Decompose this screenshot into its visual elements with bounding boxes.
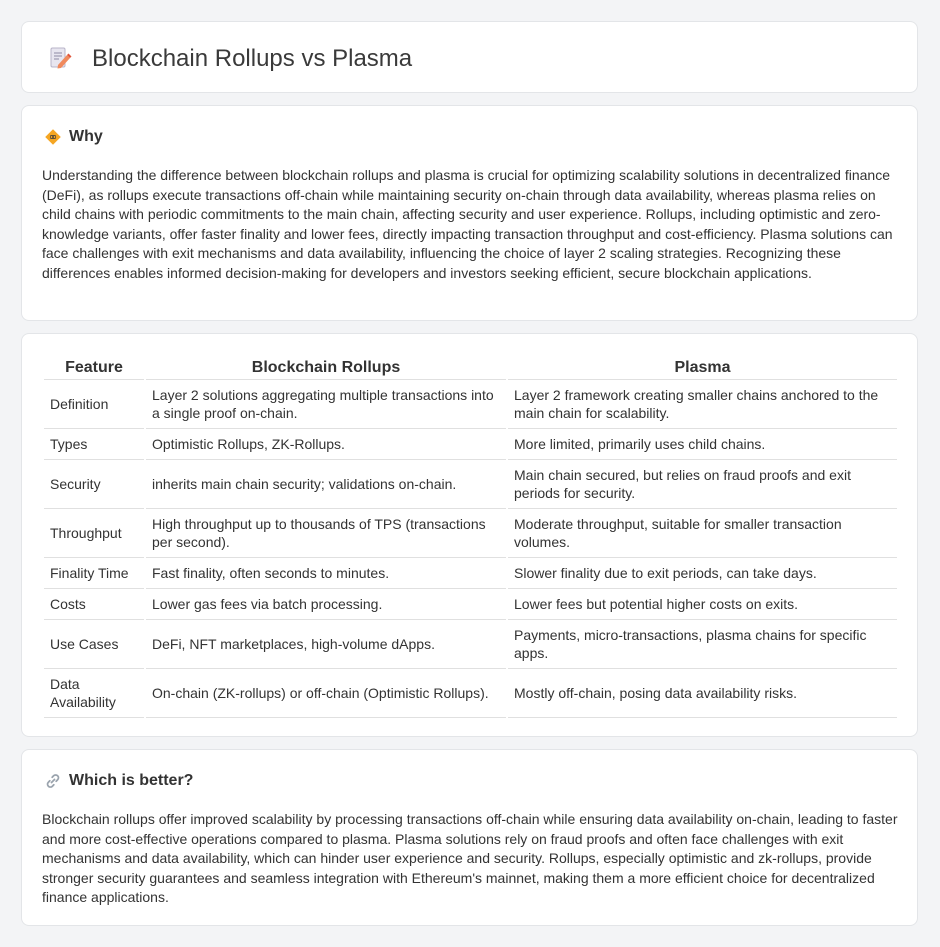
page-title: Blockchain Rollups vs Plasma <box>92 45 413 72</box>
rollups-cell: High throughput up to thousands of TPS (transactions per second). <box>146 509 506 558</box>
header-rollups: Blockchain Rollups <box>146 354 506 380</box>
comparison-table <box>42 354 899 718</box>
table-row <box>44 380 897 429</box>
why-section <box>21 105 918 321</box>
document-pen-icon <box>48 46 72 70</box>
table-row <box>44 620 897 669</box>
table-row <box>44 460 897 509</box>
feature-cell: Definition <box>44 380 144 429</box>
feature-cell: Throughput <box>44 509 144 558</box>
rollups-cell: DeFi, NFT marketplaces, high-volume dApps. <box>146 620 506 669</box>
header-plasma: Plasma <box>508 354 897 380</box>
why-paragraph: Understanding the difference between blockchain rollups and plasma is crucial for optimizing scalability solutions in decentralized finance (DeFi), as rollups execute transactions off-chain while maintaining security on-chain through data availability, whereas plasma relies on child chains with periodic commitments to the main chain, affecting security and user experience. Rollups, including optimistic and zero-knowledge variants, offer faster finality and lower fees, directly impacting transaction throughput and cost-efficiency. Plasma solutions can face challenges with exit mechanisms and data availability, influencing the choice of layer 2 scaling strategies. Recognizing these differences enables informed decision-making for developers and investors seeking efficient, secure blockchain applications. <box>42 167 893 281</box>
feature-cell: Costs <box>44 589 144 620</box>
table-row <box>44 589 897 620</box>
table-row <box>44 509 897 558</box>
feature-cell: Types <box>44 429 144 460</box>
plasma-cell: Moderate throughput, suitable for smaller transaction volumes. <box>508 509 897 558</box>
rollups-cell: Layer 2 solutions aggregating multiple transactions into a single proof on-chain. <box>146 380 506 429</box>
plasma-cell: Mostly off-chain, posing data availability risks. <box>508 669 897 718</box>
plasma-cell: Slower finality due to exit periods, can take days. <box>508 558 897 589</box>
which-is-better-section <box>21 749 918 926</box>
rollups-cell: Lower gas fees via batch processing. <box>146 589 506 620</box>
better-header <box>44 772 193 790</box>
better-heading: Which is better? <box>69 772 194 789</box>
rollups-cell: Fast finality, often seconds to minutes. <box>146 558 506 589</box>
table-row <box>44 669 897 718</box>
feature-cell: Use Cases <box>44 620 144 669</box>
better-paragraph: Blockchain rollups offer improved scalability by processing transactions off-chain while ensuring data availability on-chain, leading to faster and more cost-effective operations compared to plasma. Plasma solutions rely on fraud proofs and often face challenges with exit mechanisms and data availability, which can hinder user experience and security. Rollups, especially optimistic and zk-rollups, provide stronger security guarantees and seamless integration with Ethereum's mainnet, making them a more efficient choice for decentralized finance applications. <box>42 811 898 905</box>
feature-cell: Security <box>44 460 144 509</box>
plasma-cell: Main chain secured, but relies on fraud proofs and exit periods for security. <box>508 460 897 509</box>
plasma-cell: Layer 2 framework creating smaller chains anchored to the main chain for scalability. <box>508 380 897 429</box>
feature-cell: Data Availability <box>44 669 144 718</box>
title-card <box>21 21 918 93</box>
why-heading: Why <box>69 128 103 145</box>
plasma-cell: Payments, micro-transactions, plasma chains for specific apps. <box>508 620 897 669</box>
header-feature: Feature <box>44 354 144 380</box>
why-header <box>44 128 103 146</box>
table-row <box>44 429 897 460</box>
plasma-cell: Lower fees but potential higher costs on exits. <box>508 589 897 620</box>
warning-sign-icon <box>44 128 62 146</box>
plasma-cell: More limited, primarily uses child chains. <box>508 429 897 460</box>
comparison-section <box>21 333 918 737</box>
rollups-cell: Optimistic Rollups, ZK-Rollups. <box>146 429 506 460</box>
table-row <box>44 558 897 589</box>
rollups-cell: On-chain (ZK-rollups) or off-chain (Optimistic Rollups). <box>146 669 506 718</box>
rollups-cell: inherits main chain security; validations on-chain. <box>146 460 506 509</box>
link-icon <box>44 772 62 790</box>
feature-cell: Finality Time <box>44 558 144 589</box>
table-header-row <box>44 354 897 380</box>
